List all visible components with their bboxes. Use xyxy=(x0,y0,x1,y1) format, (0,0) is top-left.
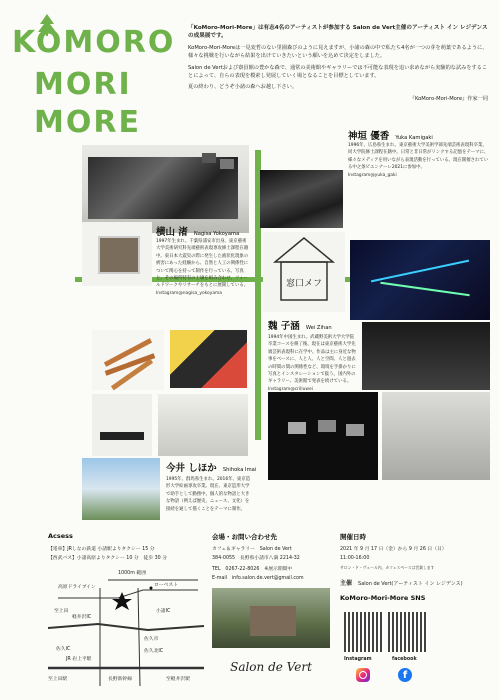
access-title: Acsess xyxy=(48,532,73,540)
intro-paragraph: Salon de Vertおよび寮員館の豊かな森で、通常の美術館やギャラリーでは不可能な表現を追い求めながら実験的な試みをすることによって、自らの表現を模索し発展していく場となることを目標としています。 xyxy=(188,64,488,80)
svg-text:窓口メフ: 窓口メフ xyxy=(285,279,323,289)
map-label: 至上田駅 xyxy=(48,677,68,682)
artist-bio: 1994年中国生まれ。武蔵野美術大学大学院卒業コースを修了後、現在は東京藝術大学先端芸術表現科に在学中。作品は主に身近な物事をベースに、人と人、人と空間、人と過去の時間の間の関係性など、環境を手掛かりに写真とインスタレーションで扱う。国内外のギャラリー、美術館で発表を続けている。 Instagram@crilluwei xyxy=(268,335,356,392)
instagram-handle: Instagram@nagisa_yokoyama xyxy=(156,290,222,296)
photo-building xyxy=(82,458,160,520)
artist-bio: 1995年、群馬県生まれ。2016年、東京造形大学絵画専攻卒業。現在、東京造形大学で助手として勤務中。個人的な物語と大きな物語（例えば歴史、ニュース、文化）を接続を通して描くことをテーマに制作。 xyxy=(166,477,251,512)
venue-tel: TEL 0267-22-8026 ※展示期間中 xyxy=(212,567,293,572)
sns-title: KoMoro-Mori-More SNS xyxy=(340,594,426,602)
photo-soil-artwork xyxy=(82,222,152,286)
photo-forest-installation xyxy=(82,145,249,233)
instagram-qr[interactable] xyxy=(344,612,384,652)
photo-venue-house xyxy=(212,588,330,648)
venue-address: 384-0055 長野県小諸市八満 2214-32 xyxy=(212,556,300,561)
host-line xyxy=(340,578,463,587)
facebook-label: facebook xyxy=(392,657,417,662)
map-label: 高原ドライブイン xyxy=(58,585,96,590)
map-label: ローベスト xyxy=(154,583,178,588)
instagram-label: Instagram xyxy=(344,657,372,662)
artist-name: 魏 子涵 Wei Zihan xyxy=(268,321,332,332)
access-train: 【電車】JRしなの鉄道 小諸駅よりタクシー 15 分 xyxy=(48,547,155,552)
intro-paragraph: 夏の終わり、どうぞ小諸の森へお越し下さい。 xyxy=(188,84,297,91)
map-label: 小諸IC xyxy=(156,609,171,614)
photo-geometric-artwork xyxy=(170,330,247,388)
instagram-handle: Instagram@crilluwei xyxy=(268,386,313,392)
host-label: 主催 xyxy=(340,580,353,587)
venue-title: 会場・お問い合わせ先 xyxy=(212,533,277,541)
dates-hours: 11:00-16:00 xyxy=(340,556,370,561)
dates-range: 2021 年 9 月 17 日（金）から 9 月 26 日（日） xyxy=(340,547,447,552)
instagram-handle: Instagram@yuka_gaki xyxy=(348,172,397,178)
photo-dark-room xyxy=(362,322,490,390)
intro-signature: 『KoMoro-Mori-More』作家一同 xyxy=(409,95,488,102)
venue-logo: Salon de Vert xyxy=(230,660,312,674)
artist-name: 神垣 優香 Yuka Kamigaki xyxy=(348,131,433,142)
intro-text xyxy=(188,24,488,106)
artist-name: 今井 しほか Shihoka Imai xyxy=(166,463,257,474)
host-name: Salon de Vert(アーティスト イン レジデンス) xyxy=(358,581,463,587)
artist-bio: 1997年生まれ。千葉県浦安市出身。東京藝術大学美術研究科先端藝術表現専攻修士課程在籍中。東日本大震災の際に発生した液状化現象の被害にあった経験から、自然と人工の関係性について関心を持って制作を行っている。写真と、その場所特有の土壌を組み合わせ、フィールドワークやリサーチをもとに展開している。 Instagram@nagisa_yokoyama xyxy=(156,239,249,296)
map-scale: 1000m 範囲 xyxy=(118,571,146,576)
instagram-icon[interactable] xyxy=(356,668,370,682)
facebook-qr[interactable] xyxy=(388,612,428,652)
logo-line-2: MORI xyxy=(34,67,132,102)
dates-note: サロン・ド・ヴェール内、カフェスペースは営業します xyxy=(340,565,435,570)
map-label: 至上田 xyxy=(54,609,69,614)
facebook-icon[interactable]: f xyxy=(398,668,412,682)
logo-line-1: KOMORO xyxy=(12,25,176,60)
photo-white-room xyxy=(158,394,248,456)
dates-title: 開催日時 xyxy=(340,533,366,541)
photo-neon-installation xyxy=(350,240,490,320)
photo-sticks xyxy=(92,330,164,390)
intro-title: 「KoMoro-Mori-More」は有志4名のアーティストが参加する Salon de Vert主催のアーティスト イン レジデンスの成果展です。 xyxy=(188,25,488,40)
access-bus: 【西武バス】小諸高原よりタクシー 10 分 徒歩 30 分 xyxy=(48,556,168,561)
map-label: 佐久北IC xyxy=(144,649,164,654)
map-label: JR 岩上平駅 xyxy=(66,657,92,662)
map-label: 佐久IC xyxy=(56,647,71,652)
photo-gallery-room xyxy=(382,392,490,480)
artist-bio: 1996年、広島県生まれ。東京藝術大学美術学部先端芸術表現科卒業、同大学院修士課程在籍中。日常と非日常がリンクする記憶をテーマに、様々なメディアを用いながら表現活動を行っている。現在開催されている中之条ビエンナーレ2021に参加中。 Instagram@yuka_gaki xyxy=(348,143,489,178)
map-label: 軽井沢IC xyxy=(72,615,92,620)
venue-name: カフェ＆ギャラリー Salon de Vert xyxy=(212,547,292,552)
map-label: 佐久市 xyxy=(144,637,159,642)
photo-forest-detail xyxy=(260,170,343,228)
venue-email: E-mail info.salon.de.vert@gmail.com xyxy=(212,576,304,581)
intro-paragraph: KoMoro-Mori-Moreは一見変哲のない里園森びのように見えますが、小諸の森の中で私たち4名が一つの芽を萌葉であるように、様々な挑戦を行いながら結果を出けていきたいという願いを込めて決定をしました。 xyxy=(188,44,488,60)
photo-display-table xyxy=(92,394,152,456)
access-map xyxy=(48,568,204,688)
map-label: 至軽井沢駅 xyxy=(166,677,190,682)
map-label: 長野新幹線 xyxy=(108,677,132,682)
logo-line-3: MORE xyxy=(34,105,141,140)
photo-house-drawing xyxy=(263,232,345,312)
house-icon xyxy=(263,232,345,312)
artist-name: 横山 渚 Nagisa Yokoyama xyxy=(156,227,240,238)
photo-screens-room xyxy=(268,392,378,480)
